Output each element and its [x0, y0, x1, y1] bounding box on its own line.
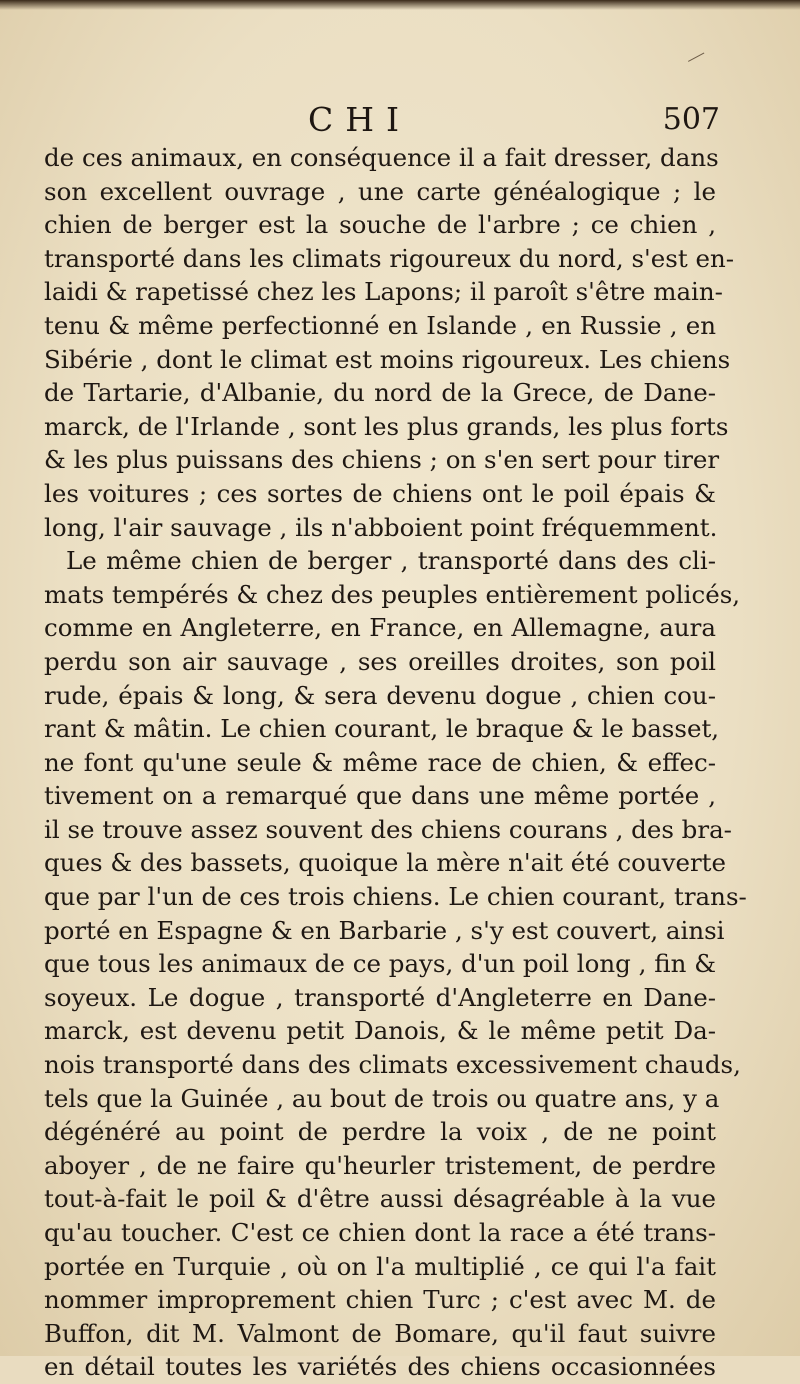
page-top-edge	[0, 0, 800, 10]
text-line: long, l'air sauvage , ils n'abboient point fréquemment.	[44, 512, 718, 542]
text-line: & les plus puissans des chiens ; on s'en sert pour tirer	[44, 445, 720, 475]
text-line: son excellent ouvrage , une carte généalogique ; le	[44, 176, 716, 206]
text-line: tels que la Guinée , au bout de trois ou quatre ans, y a	[44, 1083, 720, 1113]
ink-mark	[688, 53, 710, 73]
text-line: rude, épais & long, & sera devenu dogue , chien cou-	[44, 680, 716, 710]
text-line: tivement on a remarqué que dans une même portée ,	[44, 781, 716, 811]
text-line: marck, est devenu petit Danois, & le même petit Da-	[44, 1016, 716, 1046]
text-line: ne font qu'une seule & même race de chien, & effec-	[44, 747, 716, 777]
text-line: mats tempérés & chez des peuples entièrement policés,	[44, 579, 741, 609]
text-line: en détail toutes les variétés des chiens occasionnées	[44, 1352, 716, 1382]
text-line: de ces animaux, en conséquence il a fait dresser, dans	[44, 143, 719, 172]
text-line: Sibérie , dont le climat est moins rigoureux. Les chiens	[44, 344, 731, 374]
text-line: que par l'un de ces trois chiens. Le chien courant, trans-	[44, 882, 747, 912]
text-line: aboyer , de ne faire qu'heurler tristement, de perdre	[44, 1150, 716, 1180]
text-line: tout-à-fait le poil & d'être aussi désagréable à la vue	[44, 1184, 716, 1214]
text-line: nommer improprement chien Turc ; c'est avec M. de	[44, 1285, 716, 1315]
text-line: comme en Angleterre, en France, en Allemagne, aura	[44, 613, 716, 643]
text-line: Buffon, dit M. Valmont de Bomare, qu'il faut suivre	[44, 1318, 716, 1348]
text-line: perdu son air sauvage , ses oreilles droites, son poil	[44, 646, 716, 676]
text-line: de Tartarie, d'Albanie, du nord de la Grece, de Dane-	[44, 378, 716, 408]
text-line: marck, de l'Irlande , sont les plus grands, les plus forts	[44, 411, 729, 441]
running-head: CHI	[308, 100, 412, 139]
text-line: dégénéré au point de perdre la voix , de ne point	[44, 1117, 716, 1147]
text-line: ques & des bassets, quoique la mère n'ait été couverte	[44, 848, 727, 878]
text-line: qu'au toucher. C'est ce chien dont la race a été trans-	[44, 1218, 716, 1247]
text-line: les voitures ; ces sortes de chiens ont le poil épais &	[44, 478, 716, 508]
body-text	[44, 141, 747, 1384]
page-number: 507	[662, 102, 720, 137]
text-line: nois transporté dans des climats excessivement chauds,	[44, 1050, 741, 1080]
text-line-paragraph-start: Le même chien de berger , transporté dans des cli-	[66, 546, 716, 576]
page-header	[40, 100, 720, 140]
text-line: portée en Turquie , où on l'a multiplié , ce qui l'a fait	[44, 1251, 716, 1281]
text-line: laidi & rapetissé chez les Lapons; il paroît s'être main-	[44, 277, 723, 307]
text-line: transporté dans les climats rigoureux du nord, s'est en-	[44, 243, 735, 273]
text-line: rant & mâtin. Le chien courant, le braque & le basset,	[44, 714, 720, 744]
text-line: soyeux. Le dogue , transporté d'Angleterre en Dane-	[44, 982, 716, 1012]
text-line: il se trouve assez souvent des chiens courans , des bra-	[44, 814, 732, 844]
text-line: chien de berger est la souche de l'arbre ; ce chien ,	[44, 210, 716, 240]
text-line: que tous les animaux de ce pays, d'un poil long , fin &	[44, 949, 716, 979]
text-line: tenu & même perfectionné en Islande , en Russie , en	[44, 310, 716, 340]
text-line: porté en Espagne & en Barbarie , s'y est couvert, ainsi	[44, 915, 725, 945]
